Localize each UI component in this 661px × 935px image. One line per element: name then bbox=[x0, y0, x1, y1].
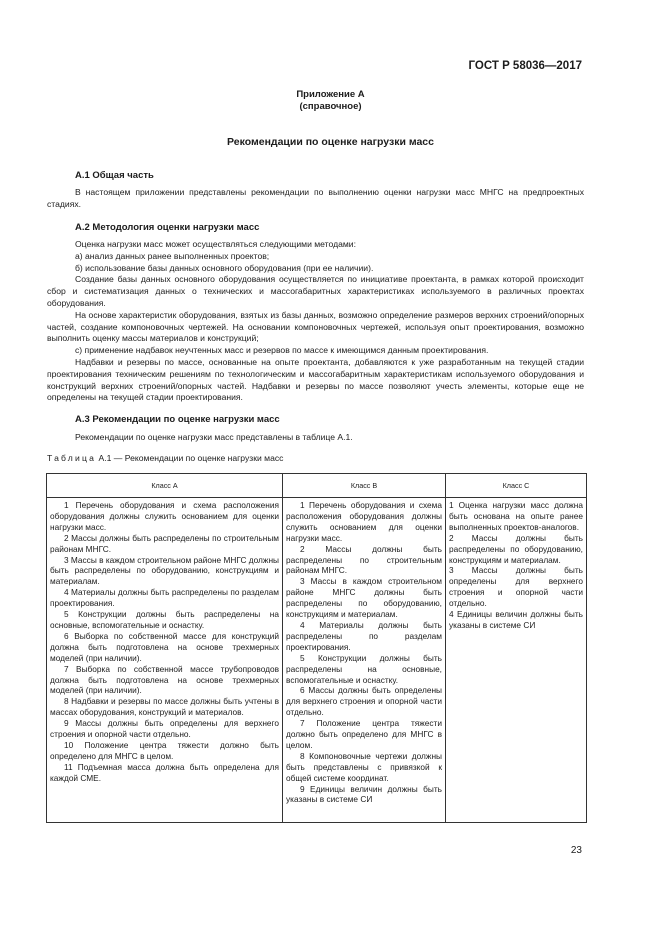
list-item: 3 Массы в каждом строительном районе МНГС должны быть распределены по оборудованию, конструкциям и материалам. bbox=[50, 554, 279, 587]
paragraph: б) использование базы данных основного оборудования (при ее наличии). bbox=[75, 262, 374, 273]
list-item: 7 Положение центра тяжести должно быть определено для МНГС в целом. bbox=[286, 718, 442, 750]
list-item: 4 Материалы должны быть распределены по разделам проектирования. bbox=[286, 619, 442, 652]
main-title: Рекомендации по оценке нагрузки масс bbox=[227, 136, 434, 148]
list-item: 8 Компоновочные чертежи должны быть представлены с привязкой к общей системе координат. bbox=[286, 750, 442, 783]
section-2-title: А.2 Методология оценки нагрузки масс bbox=[75, 222, 260, 233]
section-2-body bbox=[47, 239, 584, 404]
list-item: 11 Подъемная масса должна быть определена для каждой СМЕ. bbox=[50, 761, 279, 783]
list-item: 7 Выборка по собственной массе трубопроводов должна быть подготовлена на основе трехмерных моделей (при наличии). bbox=[50, 663, 279, 696]
paragraph: Создание базы данных основного оборудования осуществляется по инициативе проектанта, в рамках которой происходит сбор и систематизация данных о технических и массогабаритных характеристиках используемого в различных проектах оборудования. bbox=[47, 274, 584, 308]
list-item: 5 Конструкции должны быть распределены на основные, вспомогательные и оснастку. bbox=[50, 609, 279, 630]
list-item: 4 Материалы должны быть распределены по разделам проектирования. bbox=[50, 587, 279, 609]
appendix-type: (справочное) bbox=[299, 101, 362, 112]
page-number: 23 bbox=[570, 845, 582, 856]
column-header-class-b: Класс В bbox=[283, 474, 446, 498]
appendix-heading bbox=[0, 89, 661, 113]
list-item: 2 Массы должны быть распределены по оборудованию, конструкциям и материалам. bbox=[449, 532, 583, 565]
list-item: 8 Надбавки и резервы по массе должны быть учтены в массах оборудования, конструкций и материалов. bbox=[50, 696, 279, 718]
table-caption-prefix: Таблица bbox=[47, 453, 97, 463]
section-1-body bbox=[47, 187, 584, 211]
list-item: 3 Массы должны быть определены для верхнего строения и опорной части отдельно. bbox=[449, 565, 583, 609]
list-item: 1 Перечень оборудования и схема расположения оборудования должны служить основанием для оценки нагрузки масс. bbox=[50, 500, 279, 532]
paragraph: Рекомендации по оценке нагрузки масс представлены в таблице А.1. bbox=[75, 432, 353, 442]
class-b-cell bbox=[283, 498, 446, 823]
class-a-cell bbox=[47, 498, 283, 823]
table-header-row bbox=[47, 474, 587, 498]
paragraph: Оценка нагрузки масс может осуществляться следующими методами: bbox=[75, 239, 356, 249]
list-item: 3 Массы в каждом строительном районе МНГС должны быть распределены по оборудованию, конструкциям и материалам. bbox=[286, 576, 442, 620]
list-item: 1 Оценка нагрузки масс должна быть основана на опыте ранее выполненных проектов-аналогов. bbox=[449, 500, 583, 532]
appendix-title: Приложение А bbox=[296, 89, 365, 100]
section-1-title: А.1 Общая часть bbox=[75, 170, 154, 181]
list-item: 9 Единицы величин должны быть указаны в системе СИ bbox=[286, 783, 442, 805]
list-item: 2 Массы должны быть распределены по строительным районам МНГС. bbox=[286, 543, 442, 576]
paragraph: На основе характеристик оборудования, взятых из базы данных, возможно определение размеров верхних строений/опорных частей, создание компоновочных чертежей. На основании компоновочных чертежей, используя опыт проектирования, возможно выполнить оценку массы материалов и конструкций; bbox=[47, 309, 584, 344]
list-item: 10 Положение центра тяжести должно быть определено для МНГС в целом. bbox=[50, 739, 279, 761]
paragraph: В настоящем приложении представлены рекомендации по выполнению оценки нагрузки масс МНГС на предпроектных стадиях. bbox=[47, 187, 584, 209]
list-item: 6 Массы должны быть определены для верхнего строения и опорной части отдельно. bbox=[286, 685, 442, 718]
table-caption-text: А.1 — Рекомендации по оценке нагрузки масс bbox=[98, 453, 284, 463]
column-header-class-c: Класс С bbox=[446, 474, 587, 498]
document-code: ГОСТ Р 58036—2017 bbox=[468, 60, 582, 72]
column-header-class-a: Класс А bbox=[47, 474, 283, 498]
paragraph: с) применение надбавок неучтенных масс и резервов по массе к имеющимся данным проектирования. bbox=[75, 345, 489, 356]
list-item: 9 Массы должны быть определены для верхнего строения и опорной части отдельно. bbox=[50, 718, 279, 740]
paragraph: а) анализ данных ранее выполненных проектов; bbox=[75, 250, 270, 261]
paragraph: Надбавки и резервы по массе, основанные на опыте проектанта, добавляются к уже разработанным на текущей стадии проектирования техническим решениям по технологическим и массогабаритным характеристикам используемого оборудования и конструкций верхних строений/опорных частей. Надбавки и резервы по массе позволяют учесть элементы, которые еще не определены на текущей стадии проектирования. bbox=[47, 356, 584, 403]
recommendations-table bbox=[46, 473, 587, 823]
list-item: 4 Единицы величин должны быть указаны в системе СИ bbox=[449, 609, 583, 630]
list-item: 5 Конструкции должны быть распределены на основные, вспомогательные и оснастку. bbox=[286, 652, 442, 685]
section-3-title: А.3 Рекомендации по оценке нагрузки масс bbox=[75, 414, 280, 425]
list-item: 2 Массы должны быть распределены по строительным районам МНГС. bbox=[50, 532, 279, 554]
class-c-cell bbox=[446, 498, 587, 823]
section-3-body bbox=[47, 432, 584, 444]
table-caption bbox=[47, 453, 283, 463]
table-row bbox=[47, 498, 587, 823]
list-item: 6 Выборка по собственной массе для конструкций должна быть подготовлена на основе трехмерных моделей (при наличии). bbox=[50, 630, 279, 663]
list-item: 1 Перечень оборудования и схема расположения оборудования должны служить основанием для оценки нагрузки масс. bbox=[286, 500, 442, 543]
